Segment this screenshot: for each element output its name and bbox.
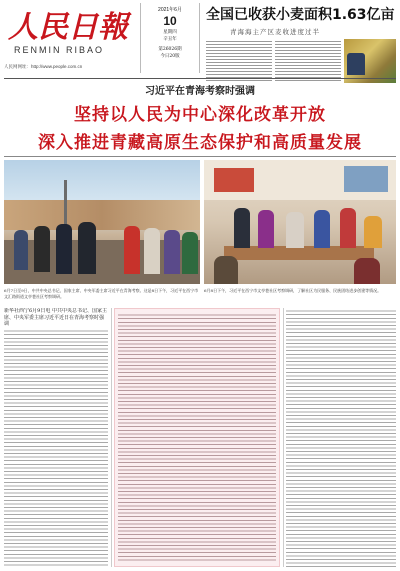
teaser-text-column bbox=[275, 39, 341, 83]
table bbox=[224, 246, 374, 260]
person bbox=[258, 210, 274, 248]
date-box bbox=[140, 3, 200, 73]
lead-photo-left[interactable] bbox=[4, 160, 200, 284]
teaser-body bbox=[206, 39, 396, 83]
text-lines bbox=[118, 312, 276, 563]
svg-text:人民日報: 人民日報 bbox=[8, 10, 128, 44]
body-column-1 bbox=[4, 308, 108, 567]
body-column-3 bbox=[286, 308, 396, 567]
person bbox=[78, 222, 96, 274]
lunar-date: 辛丑年 bbox=[163, 37, 177, 42]
lead-headline-line2[interactable]: 深入推进青藏高原生态保护和高质量发展 bbox=[38, 133, 362, 153]
divider bbox=[4, 78, 396, 79]
highlight-box bbox=[114, 308, 280, 567]
logo-calligraphy bbox=[6, 4, 134, 44]
teaser-story[interactable] bbox=[206, 4, 396, 83]
person bbox=[56, 224, 72, 274]
wall-banner bbox=[214, 168, 254, 192]
lead-headline-line1[interactable]: 坚持以人民为中心深化改革开放 bbox=[74, 105, 326, 125]
masthead bbox=[0, 0, 400, 76]
person bbox=[314, 210, 330, 248]
person bbox=[164, 230, 180, 274]
person bbox=[124, 226, 140, 274]
person-foreground bbox=[214, 256, 238, 284]
text-lines bbox=[4, 328, 108, 567]
issue-number: 第26026期 bbox=[158, 47, 182, 52]
column-divider bbox=[111, 308, 112, 567]
issue-weekday: 星期四 bbox=[163, 30, 177, 35]
photo-caption-right: 6月8日下午，习近平在西宁市文亭巷社区考察调研，了解社区为民服务、民族团结进步创建等情况。 bbox=[204, 288, 382, 293]
lead-kicker: 习近平在青海考察时强调 bbox=[145, 86, 255, 97]
person bbox=[182, 232, 198, 274]
article-body bbox=[4, 308, 396, 567]
teaser-title[interactable]: 全国已收获小麦面积1.63亿亩 bbox=[206, 7, 395, 23]
newspaper-logo bbox=[6, 4, 134, 44]
person bbox=[144, 228, 160, 274]
buildings bbox=[4, 200, 200, 230]
teaser-photo bbox=[344, 39, 396, 83]
masthead-latin: RENMIN RIBAO bbox=[14, 45, 105, 55]
lead-paragraph: 新华社西宁6月9日电 中共中央总书记、国家主席、中央军委主席习近平近日在青海考察时强调 bbox=[4, 308, 107, 327]
person bbox=[34, 226, 50, 272]
issue-day: 10 bbox=[163, 14, 177, 28]
person bbox=[364, 216, 382, 248]
teaser-subtitle: 青海海主产区麦收进度过半 bbox=[230, 28, 320, 36]
website-line: 人民网网址：http://www.people.com.cn bbox=[4, 64, 83, 69]
person bbox=[234, 208, 250, 248]
teaser-text-column bbox=[206, 39, 272, 83]
wall-board bbox=[344, 166, 388, 192]
column-divider bbox=[283, 308, 284, 567]
person bbox=[340, 208, 356, 248]
page-count: 今日20版 bbox=[160, 54, 180, 59]
person-foreground bbox=[354, 258, 380, 284]
divider bbox=[4, 156, 396, 157]
lead-photo-right[interactable] bbox=[204, 160, 396, 284]
person bbox=[14, 230, 28, 270]
issue-date: 2021年6月 bbox=[158, 7, 182, 13]
person bbox=[286, 212, 304, 248]
photo-caption-left: 6月7日至9日，中共中央总书记、国家主席、中央军委主席习近平在青海考察。这是8日下午，习近平在西宁市文汇路街道文亭巷社区考察调研。 bbox=[4, 288, 199, 299]
